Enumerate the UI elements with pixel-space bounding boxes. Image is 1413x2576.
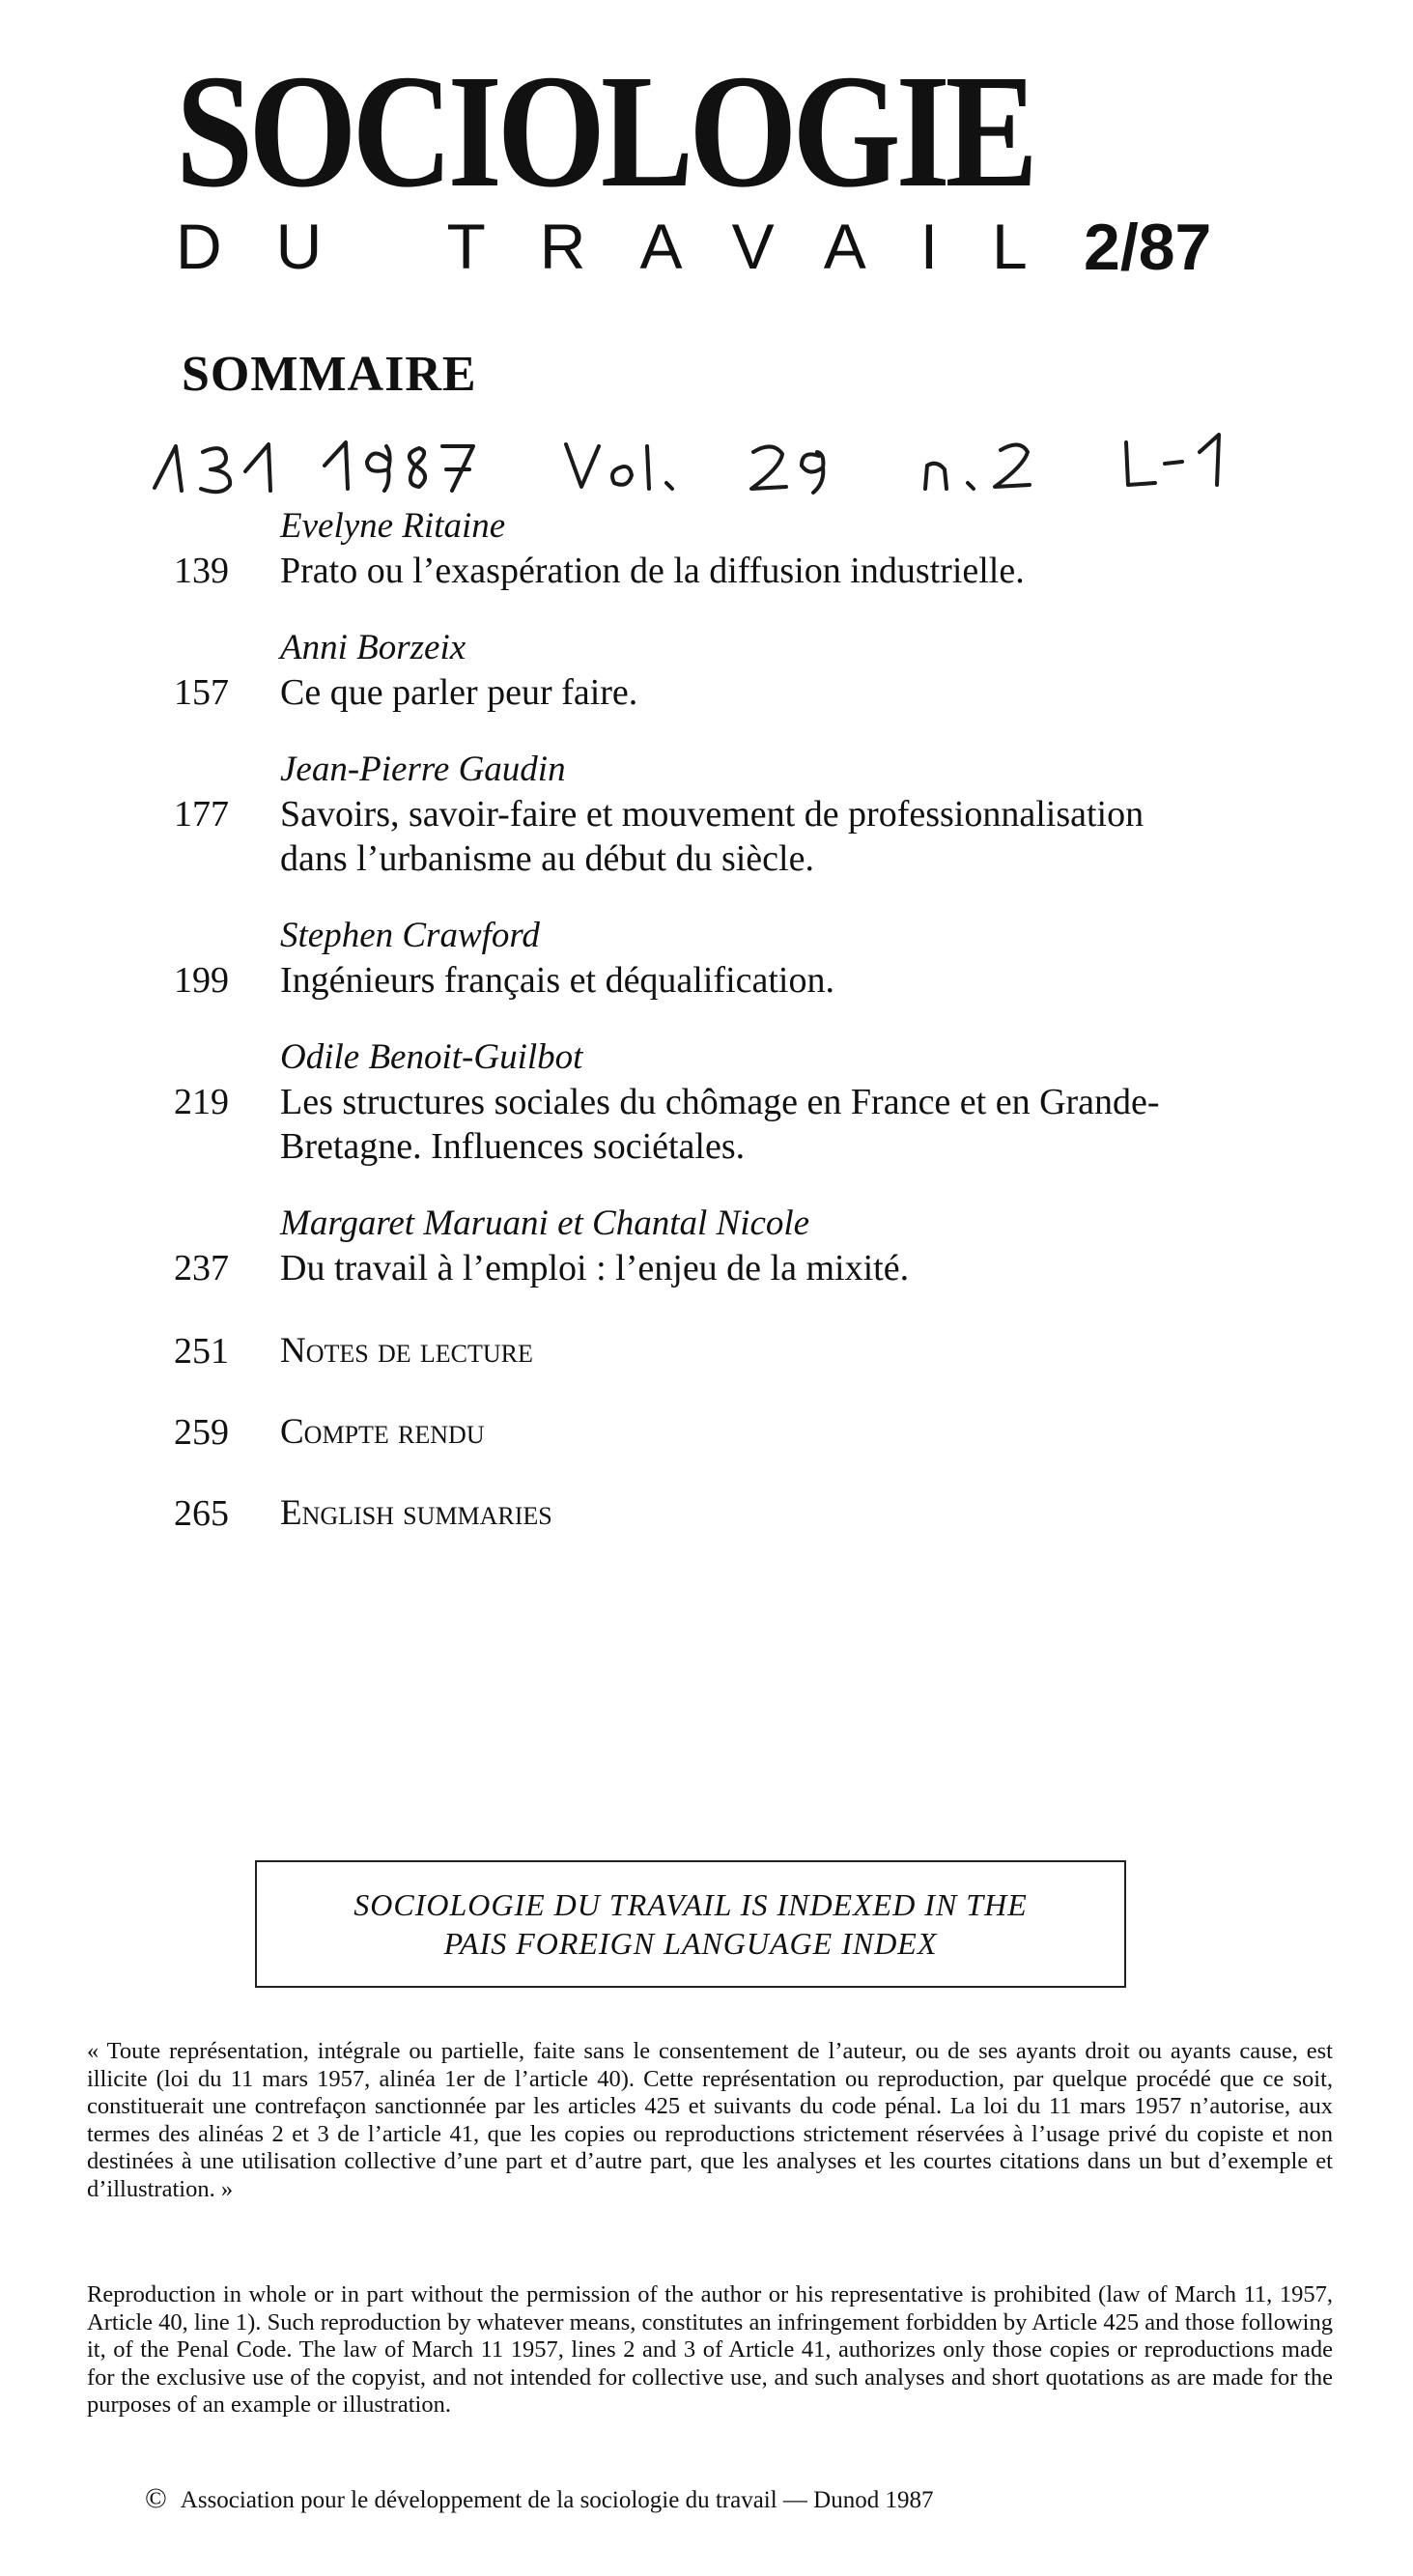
page-number: 157 xyxy=(174,672,229,713)
index-notice-box xyxy=(255,1860,1126,1988)
article-author: Margaret Maruani et Chantal Nicole xyxy=(280,1203,810,1243)
toc-section xyxy=(174,1491,1333,1536)
toc-line xyxy=(174,1246,1333,1290)
article-author: Stephen Crawford xyxy=(280,916,540,955)
subtitle-row xyxy=(176,210,1258,297)
issue-number: 2/87 xyxy=(1084,211,1212,284)
section-title: English summaries xyxy=(280,1493,552,1533)
toc-section xyxy=(174,1329,1333,1373)
article-title: Du travail à l’emploi : l’enjeu de la mixité. xyxy=(280,1248,910,1288)
copyright-notice-english: Reproduction in whole or in part without the permission of the author or his representative is prohibited (law of March 11, 1957, Article 40, line 1). Such reproduction by whatever means, constitutes an infringement forbidden by Article 425 and those following it, of the Penal Code. The law of March 11 1957, lines 2 and 3 of Article 41, authorizes only those copies or reproductions made for the exclusive use of the copyist, and not intended for collective use, and such analyses and short quotations as are made for the purposes of an example or illustration. xyxy=(87,2281,1333,2418)
article-title xyxy=(280,792,1333,881)
page-number: 199 xyxy=(174,960,229,1001)
copyright-notice-french: « Toute représentation, intégrale ou partielle, faite sans le consentement de l’auteur, ou de ses ayants droit ou ayants cause, est illicite (loi du 11 mars 1957, alinéa 1er de l’article 40). Cette représentation ou reproduction, par quelque procédé que ce soit, constituerait une contrefaçon sanctionnée par les articles 425 et suivants du code pénal. La loi du 11 mars 1957 n’autorise, aux termes des alinéas 2 et 3 de l’article 41, que les copies ou reproductions strictement réservées à l’usage privé du copiste et non destinées à une utilisation collective d’une part et d’autre part, que les analyses et les courtes citations dans un but d’exemple et d’illustration. » xyxy=(87,2038,1333,2202)
copyright-text: Association pour le développement de la sociologie du travail — Dunod 1987 xyxy=(180,2487,934,2513)
article-title xyxy=(280,1080,1333,1169)
masthead xyxy=(176,42,1258,284)
table-of-contents xyxy=(174,504,1333,1572)
article-title-line: dans l’urbanisme au début du siècle. xyxy=(280,838,814,879)
page-number: 237 xyxy=(174,1248,229,1288)
toc-entry xyxy=(174,1202,1333,1290)
article-author: Odile Benoit-Guilbot xyxy=(280,1037,583,1077)
toc-entry xyxy=(174,504,1333,593)
toc-line xyxy=(174,1080,1333,1169)
article-title-line: Savoirs, savoir-faire et mouvement de professionnalisation xyxy=(280,794,1145,835)
index-notice-line: SOCIOLOGIE DU TRAVAIL IS INDEXED IN THE xyxy=(353,1887,1028,1922)
page-number: 139 xyxy=(174,551,229,591)
sommaire-heading: SOMMAIRE xyxy=(182,347,477,402)
section-title: Notes de lecture xyxy=(280,1331,533,1371)
journal-title: SOCIOLOGIE xyxy=(176,42,1033,221)
toc-entry xyxy=(174,1035,1333,1169)
index-notice-line: PAIS FOREIGN LANGUAGE INDEX xyxy=(443,1926,938,1961)
toc-line xyxy=(174,549,1333,593)
article-author: Jean-Pierre Gaudin xyxy=(280,750,566,789)
copyright-line xyxy=(145,2482,933,2515)
toc-entry xyxy=(174,914,1333,1003)
toc-section xyxy=(174,1410,1333,1455)
toc-line xyxy=(174,792,1333,881)
toc-line xyxy=(174,958,1333,1003)
article-author: Anni Borzeix xyxy=(280,628,466,667)
page-number: 265 xyxy=(174,1493,229,1534)
article-title: Prato ou l’exaspération de la diffusion industrielle. xyxy=(280,551,1025,591)
article-title-line: Bretagne. Influences sociétales. xyxy=(280,1126,746,1167)
article-title: Ingénieurs français et déqualification. xyxy=(280,960,834,1001)
page-number: 251 xyxy=(174,1331,229,1372)
toc-line xyxy=(174,670,1333,715)
page-number: 219 xyxy=(174,1082,229,1122)
toc-entry xyxy=(174,626,1333,715)
journal-subtitle: DU TRAVAIL xyxy=(176,211,1082,282)
article-title: Ce que parler peur faire. xyxy=(280,672,638,713)
article-title-line: Les structures sociales du chômage en France et en Grande- xyxy=(280,1082,1160,1122)
article-author: Evelyne Ritaine xyxy=(280,506,506,546)
handwritten-call-number xyxy=(145,396,1285,502)
toc-entry xyxy=(174,748,1333,881)
section-title: Compte rendu xyxy=(280,1412,485,1452)
page-number: 177 xyxy=(174,794,229,835)
copyright-icon: © xyxy=(145,2482,167,2514)
page-number: 259 xyxy=(174,1412,229,1453)
